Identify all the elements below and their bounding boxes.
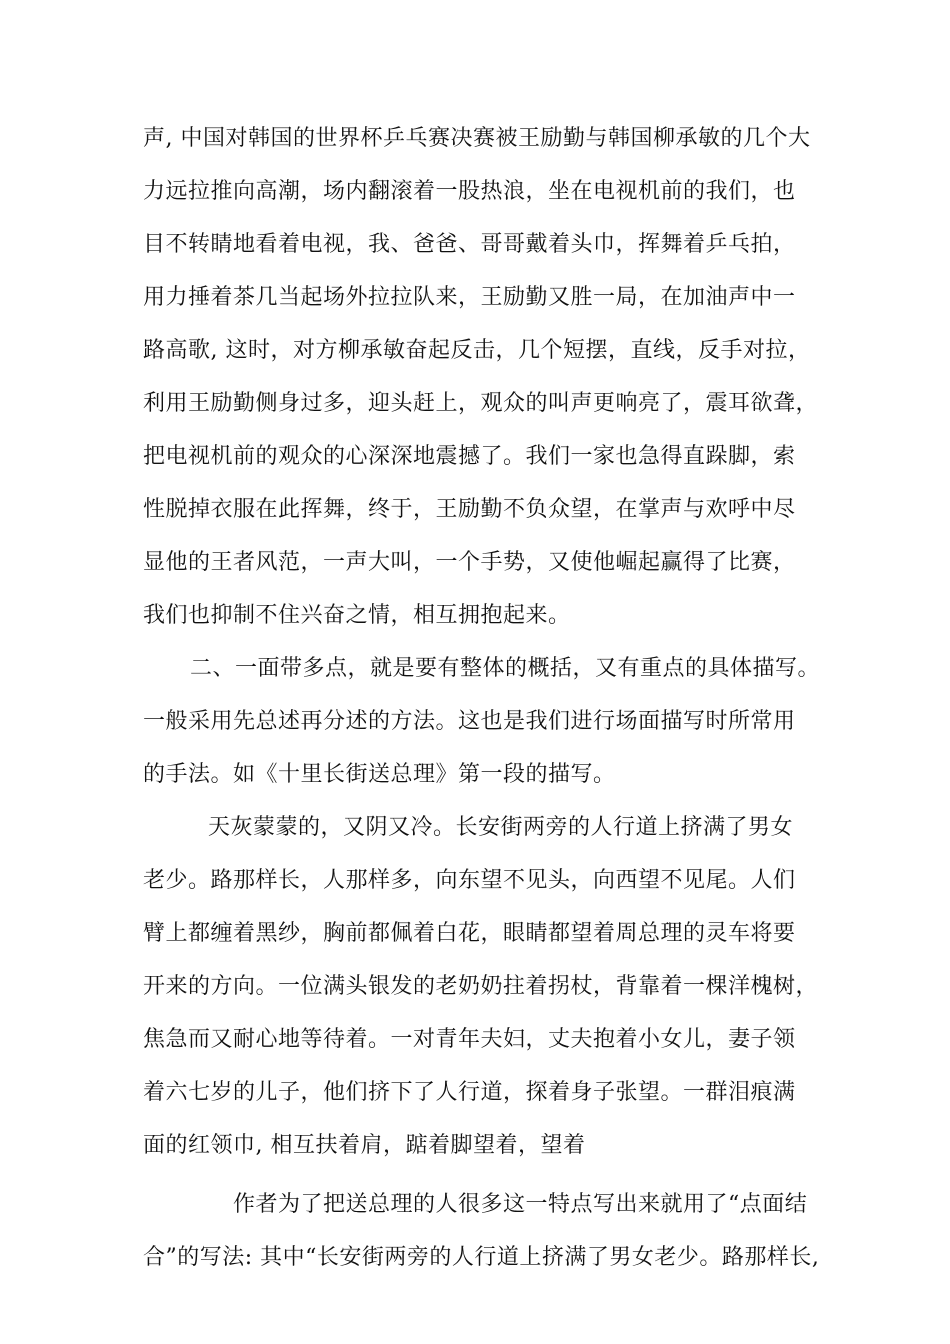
text-line: 天灰蒙蒙的，又阴又冷。长安街两旁的人行道上挤满了男女: [208, 815, 794, 840]
text-line: 合”的写法: 其中“长安街两旁的人行道上挤满了男女老少。路那样长,: [143, 1245, 820, 1270]
text-line: 目不转睛地看着电视，我、爸爸、哥哥戴着头巾，挥舞着乒乓拍，: [143, 232, 796, 257]
text-line: 着六七岁的儿子，他们挤下了人行道，探着身子张望。一群泪痕满: [143, 1080, 796, 1105]
text-line: 二、一面带多点，就是要有整体的概括，又有重点的具体描写。: [190, 656, 821, 681]
text-line: 老少。路那样长，人那样多，向东望不见头，向西望不见尾。人们: [143, 868, 796, 893]
text-line: 性脱掉衣服在此挥舞，终于，王励勤不负众望，在掌声与欢呼中尽: [143, 497, 796, 522]
text-line: 我们也抑制不住兴奋之情，相互拥抱起来。: [143, 603, 571, 628]
text-line: 声, 中国对韩国的世界杯乒乓赛决赛被王励勤与韩国柳承敏的几个大: [143, 126, 811, 151]
text-line: 用力捶着茶几当起场外拉拉队来，王励勤又胜一局，在加油声中一: [143, 285, 796, 310]
text-line: 利用王励勤侧身过多，迎头赶上，观众的叫声更响亮了，震耳欲聋，: [143, 391, 819, 416]
text-line: 力远拉推向高潮，场内翻滚着一股热浪，坐在电视机前的我们，也: [143, 179, 796, 204]
text-line: 作者为了把送总理的人很多这一特点写出来就用了“点面结: [233, 1192, 808, 1217]
text-line: 路高歌, 这时，对方柳承敏奋起反击，几个短摆，直线，反手对拉，: [143, 338, 811, 363]
text-line: 开来的方向。一位满头银发的老奶奶拄着拐杖，背靠着一棵洋槐树，: [143, 974, 819, 999]
text-line: 臂上都缠着黑纱，胸前都佩着白花，眼睛都望着周总理的灵车将要: [143, 921, 796, 946]
text-line: 的手法。如《十里长街送总理》第一段的描写。: [143, 762, 616, 787]
text-line: 显他的王者风范，一声大叫，一个手势，又使他崛起赢得了比赛，: [143, 550, 796, 575]
text-line: 面的红领巾, 相互扶着肩，踮着脚望着，望着: [143, 1133, 586, 1158]
text-line: 焦急而又耐心地等待着。一对青年夫妇，丈夫抱着小女儿，妻子领: [143, 1027, 796, 1052]
text-line: 一般采用先总述再分述的方法。这也是我们进行场面描写时所常用: [143, 709, 796, 734]
text-line: 把电视机前的观众的心深深地震撼了。我们一家也急得直跺脚，索: [143, 444, 796, 469]
